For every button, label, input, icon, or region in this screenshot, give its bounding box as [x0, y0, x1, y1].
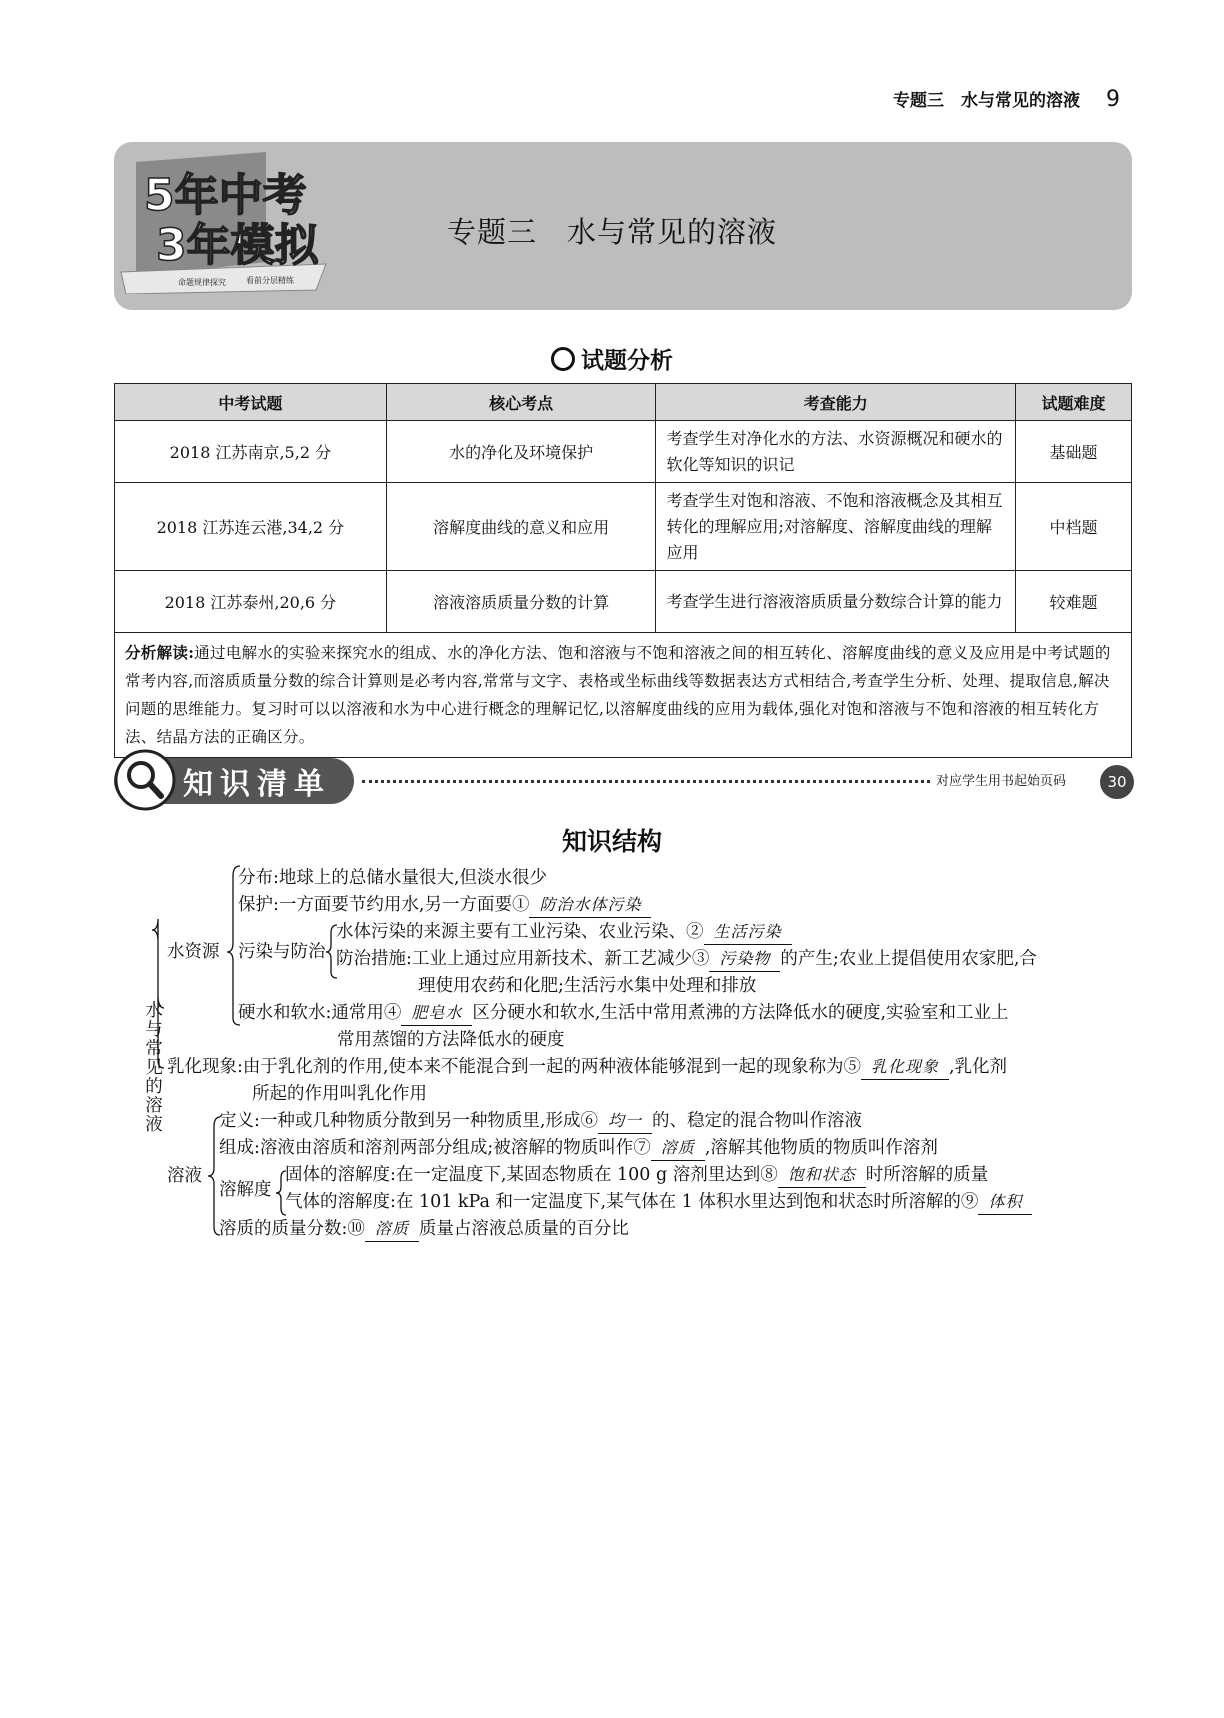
cell-exam: 2018 江苏泰州,20,6 分	[115, 571, 387, 633]
cell-difficulty: 较难题	[1016, 571, 1132, 633]
node-pollution: 污染与防治	[238, 942, 326, 962]
col-header: 试题难度	[1016, 384, 1132, 421]
chapter-title: 专题三 水与常见的溶液	[447, 215, 778, 249]
cell-exam: 2018 江苏连云港,34,2 分	[115, 483, 387, 571]
cell-ability: 考查学生对净化水的方法、水资源概况和硬水的软化等知识的识记	[656, 421, 1016, 483]
node-water: 水资源	[167, 942, 220, 962]
svg-text:命题规律探究: 命题规律探究	[178, 278, 226, 287]
answer-10: 溶质	[365, 1217, 419, 1242]
cell-point: 水的净化及环境保护	[386, 421, 656, 483]
answer-9: 体积	[978, 1190, 1032, 1215]
ref-page-badge: 30	[1100, 765, 1134, 799]
analysis-heading: 试题分析	[0, 342, 1224, 375]
hard-soft-water: 硬水和软水:通常用④ 肥皂水 区分硬水和软水,生活中常用煮沸的方法降低水的硬度,实验室和工业上	[238, 1001, 1009, 1026]
node-solution: 溶液	[167, 1166, 202, 1186]
solid-solubility: 固体的溶解度:在一定温度下,某固态物质在 100 g 溶剂里达到⑧ 饱和状态 时所溶解的质量	[285, 1163, 988, 1188]
answer-2: 生活污染	[704, 920, 792, 945]
mass-fraction: 溶质的质量分数:⑩ 溶质 质量占溶液总质量的百分比	[219, 1217, 629, 1242]
pollution-measures: 防治措施:工业上通过应用新技术、新工艺减少③ 污染物 的产生;农业上提倡使用农家肥,合	[336, 947, 1037, 972]
answer-7: 溶质	[651, 1136, 705, 1161]
ref-label: 对应学生用书起始页码	[936, 774, 1067, 789]
cell-point: 溶解度曲线的意义和应用	[386, 483, 656, 571]
svg-text:看前分层精练: 看前分层精练	[246, 276, 294, 285]
gas-solubility: 气体的溶解度:在 101 kPa 和一定温度下,某气体在 1 体积水里达到饱和状态时所溶解的⑨ 体积	[285, 1190, 1032, 1215]
solution-composition: 组成:溶液由溶质和溶剂两部分组成;被溶解的物质叫作⑦ 溶质 ,溶解其他物质的物质叫作溶剂	[219, 1136, 938, 1161]
node-solubility: 溶解度	[219, 1180, 272, 1200]
cell-point: 溶液溶质质量分数的计算	[386, 571, 656, 633]
hard-soft-water-cont: 常用蒸馏的方法降低水的硬度	[337, 1030, 565, 1050]
answer-3: 污染物	[709, 947, 780, 972]
tree-root: 水与常见的溶液	[145, 1001, 163, 1135]
svg-text:3年模拟: 3年模拟	[156, 220, 319, 271]
svg-text:5年中考: 5年中考	[144, 170, 307, 221]
knowledge-pill-label: 知识清单	[183, 767, 331, 802]
answer-1: 防治水体污染	[529, 893, 651, 918]
water-distribution: 分布:地球上的总储水量很大,但淡水很少	[238, 868, 547, 888]
header-section: 专题三 水与常见的溶液	[893, 91, 1080, 111]
answer-4: 肥皂水	[401, 1001, 472, 1026]
answer-6: 均一	[598, 1109, 652, 1134]
structure-title: 知识结构	[561, 827, 662, 856]
page-number: 9	[1106, 87, 1120, 112]
analysis-note-label: 分析解读:	[125, 643, 195, 662]
cell-difficulty: 中档题	[1016, 483, 1132, 571]
answer-5: 乳化现象	[861, 1055, 949, 1080]
cell-ability: 考查学生对饱和溶液、不饱和溶液概念及其相互转化的理解应用;对溶解度、溶解度曲线的理解应用	[656, 483, 1016, 571]
node-emulsification: 乳化现象:由于乳化剂的作用,使本来不能混合到一起的两种液体能够混到一起的现象称为⑤ 乳化现象 ,乳化剂	[167, 1055, 1007, 1080]
solution-definition: 定义:一种或几种物质分散到另一种物质里,形成⑥ 均一 的、稳定的混合物叫作溶液	[219, 1109, 862, 1134]
cell-exam: 2018 江苏南京,5,2 分	[115, 421, 387, 483]
pollution-measures-cont: 理使用农药和化肥;生活污水集中处理和排放	[418, 976, 757, 996]
emulsification-cont: 所起的作用叫乳化作用	[252, 1084, 427, 1104]
col-header: 考查能力	[656, 384, 1016, 421]
col-header: 中考试题	[115, 384, 387, 421]
pollution-source: 水体污染的来源主要有工业污染、农业污染、② 生活污染	[336, 920, 792, 945]
analysis-note-text: 通过电解水的实验来探究水的组成、水的净化方法、饱和溶液与不饱和溶液之间的相互转化、溶解度曲线的意义及应用是中考试题的常考内容,而溶质质量分数的综合计算则是必考内容,常常与文字、表格或坐标曲线等数据表达方式相结合,考查学生分析、处理、提取信息,解决问题的思维能力。复习时可以以溶液和水为中心进行概念的理解记忆,以溶解度曲线的应用为载体,强化对饱和溶液与不饱和溶液的相互转化方法、结晶方法的正确区分。	[125, 644, 1111, 746]
cell-ability: 考查学生进行溶液溶质质量分数综合计算的能力	[656, 571, 1016, 633]
col-header: 核心考点	[386, 384, 656, 421]
answer-8: 饱和状态	[778, 1163, 866, 1188]
cell-difficulty: 基础题	[1016, 421, 1132, 483]
water-protection: 保护:一方面要节约用水,另一方面要① 防治水体污染	[238, 893, 651, 918]
